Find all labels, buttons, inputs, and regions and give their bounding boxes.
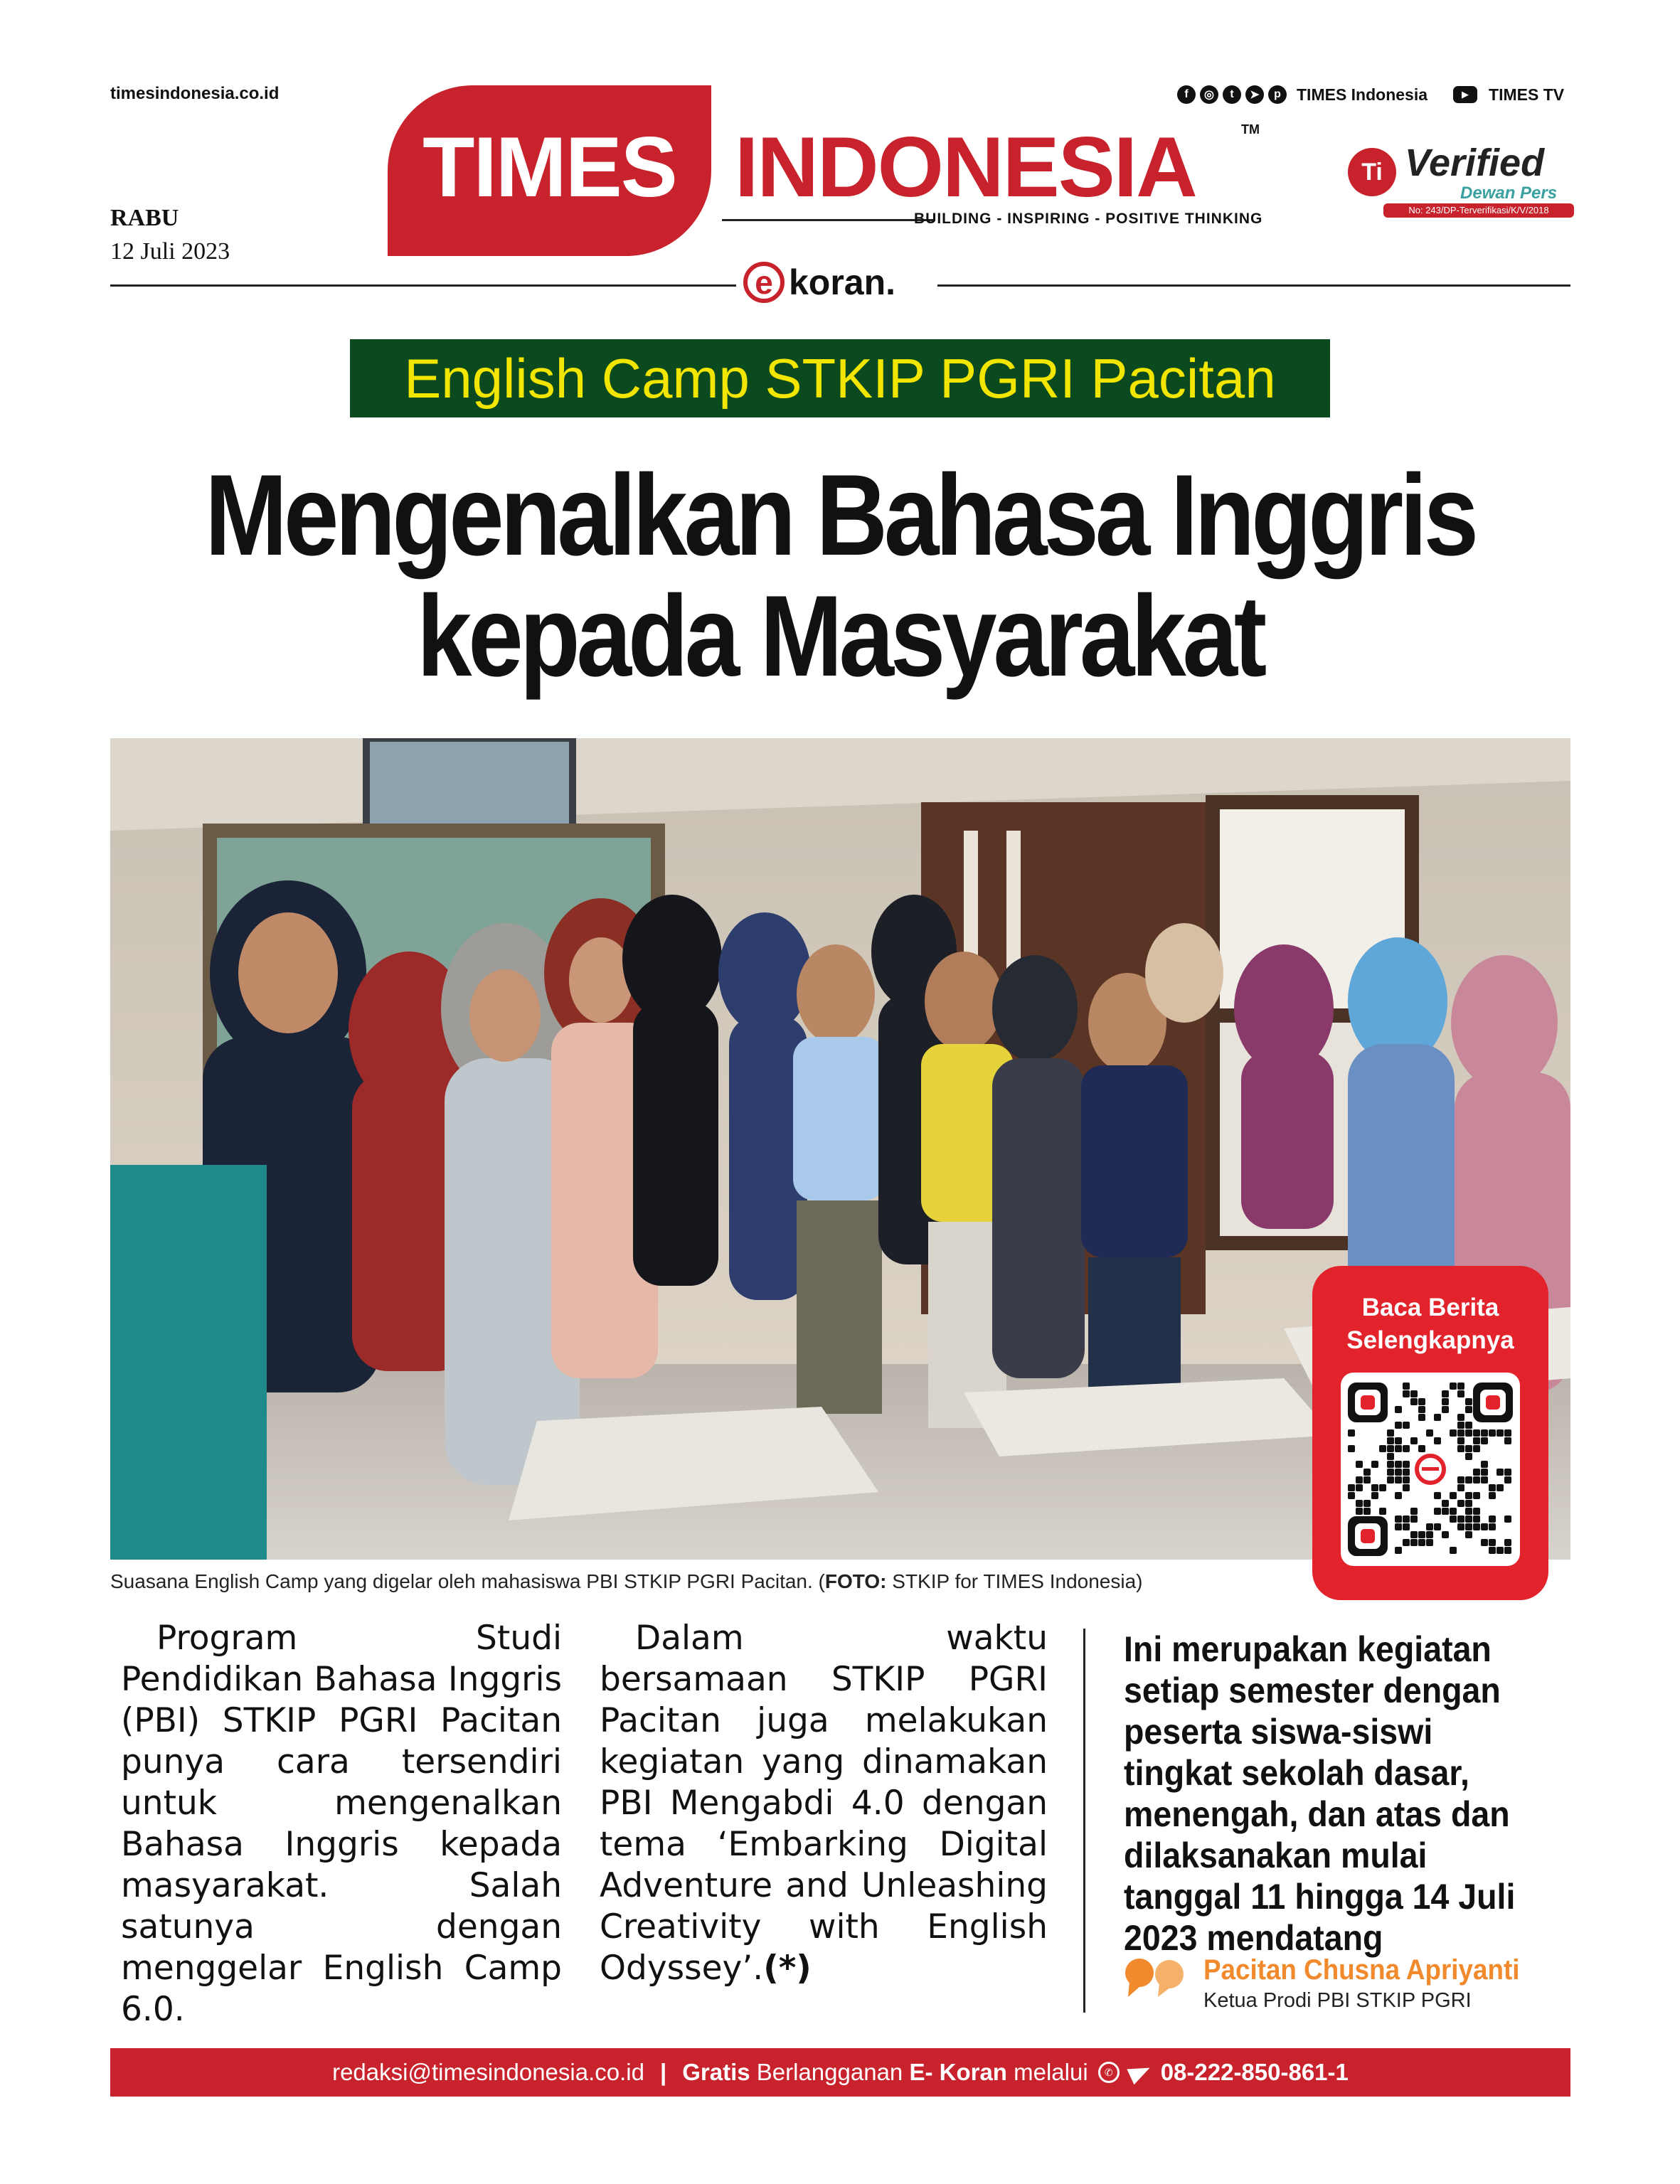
ekoran-logo — [743, 262, 895, 303]
header-rule-left — [110, 284, 736, 287]
footer-ekoran: E- Koran — [909, 2059, 1007, 2085]
logo-trademark: TM — [1241, 122, 1260, 137]
footer-text-2: melalui — [1006, 2059, 1088, 2085]
pinterest-icon[interactable]: p — [1268, 85, 1287, 104]
footer-text-1: Berlangganan — [750, 2059, 910, 2085]
caption-text: Suasana English Camp yang digelar oleh mahasiswa PBI STKIP PGRI Pacitan. ( — [110, 1570, 825, 1592]
quote-author-role: Ketua Prodi PBI STKIP PGRI — [1203, 1989, 1472, 2012]
logo-times-text: TIMES — [422, 119, 676, 215]
logo-indonesia-text: INDONESIA — [735, 119, 1196, 215]
footer-gratis: Gratis — [682, 2059, 750, 2085]
issue-date: 12 Juli 2023 — [110, 238, 230, 265]
site-url[interactable]: timesindonesia.co.id — [110, 84, 280, 103]
issue-day: RABU — [110, 205, 179, 231]
column-divider — [1083, 1629, 1085, 2013]
verified-dewan-pers-badge — [1348, 141, 1575, 219]
read-more-qr-card[interactable] — [1312, 1266, 1548, 1600]
qr-card-title — [1312, 1291, 1548, 1357]
body-column-1: Program Studi Pendidikan Bahasa Inggris (PBI) STKIP PGRI Pacitan punya cara tersendiri untuk mengenalkan Bahasa Inggris kepada masyarakat. Salah satunya dengan menggelar English Camp 6.0. — [121, 1619, 562, 2029]
footer-phone[interactable]: 08-222-850-861-1 — [1160, 2059, 1349, 2085]
article-headline — [191, 451, 1489, 701]
ti-badge-icon: Ti — [1348, 148, 1396, 196]
ekoran-e-icon: e — [743, 262, 785, 303]
caption-credit-label: FOTO: — [824, 1570, 887, 1592]
body-column-2-text: Dalam waktu bersamaan STKIP PGRI Pacitan juga melakukan kegiatan yang dinamakan PBI Mengabdi 4.0 dengan tema ‘Embarking Digital Adventure and Unleashing Creativity with English Odyssey’. — [600, 1619, 1048, 1988]
times-indonesia-logo — [388, 85, 1277, 256]
headline-line-2: kepada Masyarakat — [416, 572, 1264, 701]
qr-title-line-2: Selengkapnya — [1346, 1326, 1514, 1354]
social-label[interactable]: TIMES Indonesia — [1297, 85, 1428, 104]
body-column-2 — [600, 1618, 1048, 1989]
qr-title-line-1: Baca Berita — [1361, 1294, 1499, 1321]
telegram-icon[interactable]: ➤ — [1245, 85, 1264, 104]
photo-caption — [110, 1570, 1143, 1593]
headline-line-1: Mengenalkan Bahasa Inggris — [205, 451, 1475, 580]
header-rule-right — [937, 284, 1570, 287]
footer-separator: | — [659, 2059, 667, 2085]
pull-quote: Ini merupakan kegiatan setiap semester dengan peserta siswa-siswi tingkat sekolah dasar, menengah, dan atas dan dilaksanakan mulai tanggal 11 hingga 14 Juli 2023 mendatang — [1124, 1629, 1516, 1958]
ekoran-word: koran. — [789, 262, 896, 302]
facebook-icon[interactable]: f — [1177, 85, 1196, 104]
logo-tagline: BUILDING - INSPIRING - POSITIVE THINKING — [914, 211, 1263, 227]
qr-code[interactable] — [1341, 1373, 1520, 1566]
footer-email[interactable]: redaksi@timesindonesia.co.id — [332, 2059, 644, 2085]
logo-underline — [722, 219, 935, 221]
telegram-icon[interactable] — [1127, 2060, 1153, 2084]
caption-credit: STKIP for TIMES Indonesia) — [886, 1570, 1143, 1592]
dewan-pers-label: Dewan Pers — [1460, 183, 1558, 203]
qr-code-graphic — [1348, 1383, 1513, 1556]
body-end-mark: (*) — [763, 1949, 812, 1988]
quote-mark-icon — [1124, 1957, 1195, 1997]
instagram-icon[interactable]: ◎ — [1200, 85, 1218, 104]
verification-number: No: 243/DP-Terverifikasi/K/V/2018 — [1383, 203, 1574, 218]
times-tv-label[interactable]: TIMES TV — [1489, 85, 1565, 104]
youtube-icon[interactable]: ▶ — [1453, 86, 1477, 103]
quote-author-name: Pacitan Chusna Apriyanti — [1203, 1954, 1520, 1986]
article-kicker: English Camp STKIP PGRI Pacitan — [350, 339, 1330, 417]
whatsapp-icon[interactable]: ✆ — [1098, 2062, 1120, 2083]
footer-bar — [110, 2048, 1570, 2097]
verified-word: Verified — [1405, 142, 1545, 184]
twitter-icon[interactable]: t — [1223, 85, 1241, 104]
social-links — [1177, 82, 1564, 107]
